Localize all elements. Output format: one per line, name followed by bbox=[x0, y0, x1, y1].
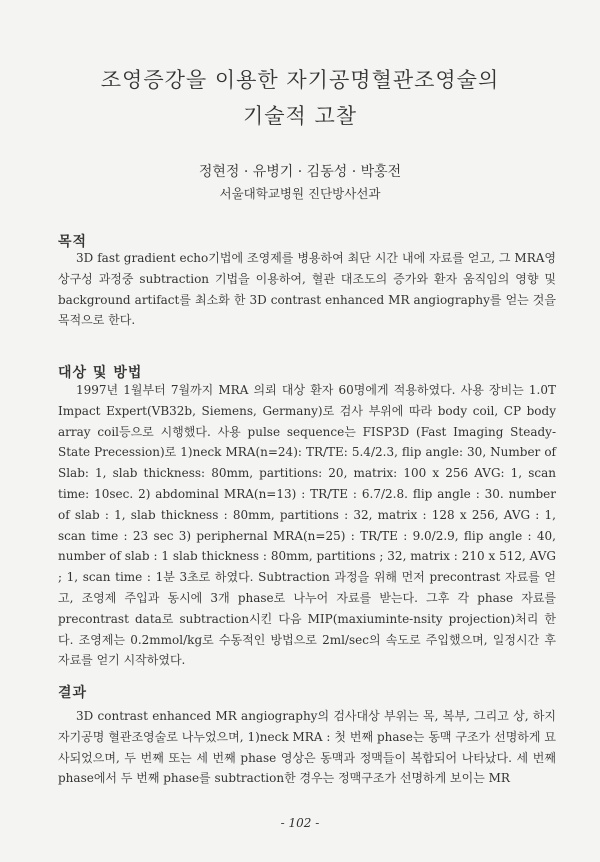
heading-purpose: 목적 bbox=[58, 234, 88, 250]
heading-method: 대상 및 방법 bbox=[58, 365, 143, 381]
page-number: - 102 - bbox=[280, 816, 320, 830]
title-line-1: 조영증강을 이용한 자기공명혈관조영술의 bbox=[100, 68, 500, 92]
affiliation: 서울대학교병원 진단방사선과 bbox=[219, 186, 381, 201]
heading-result: 결과 bbox=[58, 685, 88, 701]
authors: 정현정 · 유병기 · 김동성 · 박홍전 bbox=[198, 164, 402, 180]
paragraph-result: 3D contrast enhanced MR angiography의 검사대상 부위는 목, 복부, 그리고 상, 하지 자기공명 혈관조영술로 나누었으며, 1)neck MRA : 첫 번째 phase는 동맥 구조가 선명하게 묘사되었으며, 두 번째 또는 세 번째 phase 영상은 동맥과 정맥들이 복합되어 나타났다. 세 번째 phase에서 두 번째 phase를 subtraction한 경우는 정맥구조가 선명하게 보이는 MR bbox=[58, 709, 556, 786]
paper-title bbox=[0, 62, 600, 134]
paragraph-method: 1997년 1월부터 7월까지 MRA 의뢰 대상 환자 60명에게 적용하였다. 사용 장비는 1.0T Impact Expert(VB32b, Siemens, Germany)로 검사 부위에 따라 body coil, CP body array coil등으로 시행했다. 사용 pulse sequence는 FISP3D (Fast Imaging Steady-State Precession)로 1)neck MRA(n=24): TR/TE: 5.4/2.3, flip angle: 30, Number of Slab: 1, slab thickness: 80mm, partitions: 20, matrix: 100 x 256 AVG: 1, scan time: 10sec. 2) abdominal MRA(n=13) : TR/TE : 6.7/2.8. flip angle : 30. number of slab : 1, slab thickness : 80mm, partitions : 32, matrix : 128 x 256, AVG : 1, scan time : 23 sec 3) periphernal MRA(n=25) : TR/TE : 9.0/2.9, flip angle : 40, number of slab : 1 slab thickness : 80mm, partitions ; 32, matrix : 210 x 512, AVG ; 1, scan time : 1분 3초로 하였다. Subtraction 과정을 위해 먼저 precontrast 자료를 얻고, 조영제 주입과 동시에 3개 phase로 나누어 자료를 받는다. 그후 각 phase 자료를 precontrast data로 subtraction시킨 다음 MIP(maxiuminte-nsity projection)처리 한다. 조영제는 0.2mmol/kg로 수동적인 방법으로 2ml/sec의 속도로 주입했으며, 일정시간 후 자료를 얻기 시작하였다. bbox=[58, 383, 556, 668]
title-line-2: 기술적 고찰 bbox=[242, 104, 358, 128]
paragraph-purpose: 3D fast gradient echo기법에 조영제를 병용하여 최단 시간 내에 자료를 얻고, 그 MRA영상구성 과정중 subtraction 기법을 이용하여, 혈관 대조도의 증가와 환자 움직임의 영향 및 background artifact를 최소화 한 3D contrast enhanced MR angiography를 얻는 것을 목적으로 한다. bbox=[58, 251, 556, 328]
